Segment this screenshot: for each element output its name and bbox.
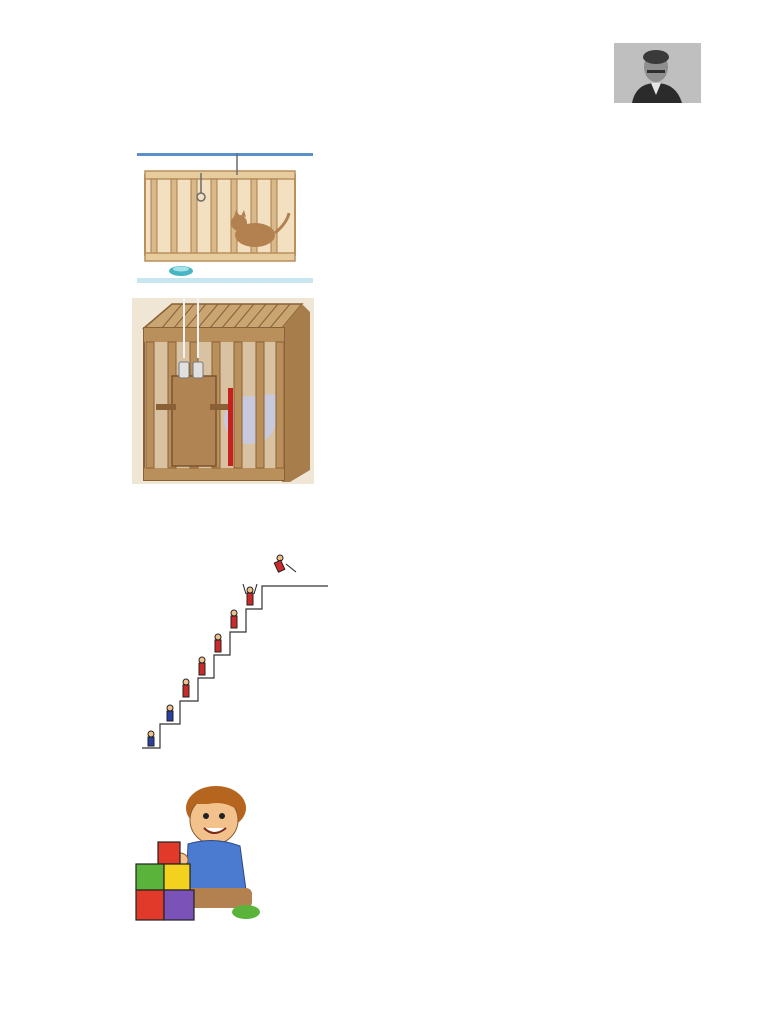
portrait-photo — [614, 43, 701, 103]
boy-with-blocks-image — [134, 784, 264, 926]
stairs-figures-image — [140, 528, 330, 750]
puzzle-box-cat-1-image — [137, 153, 313, 283]
puzzle-box-cat-2-image — [132, 298, 314, 484]
